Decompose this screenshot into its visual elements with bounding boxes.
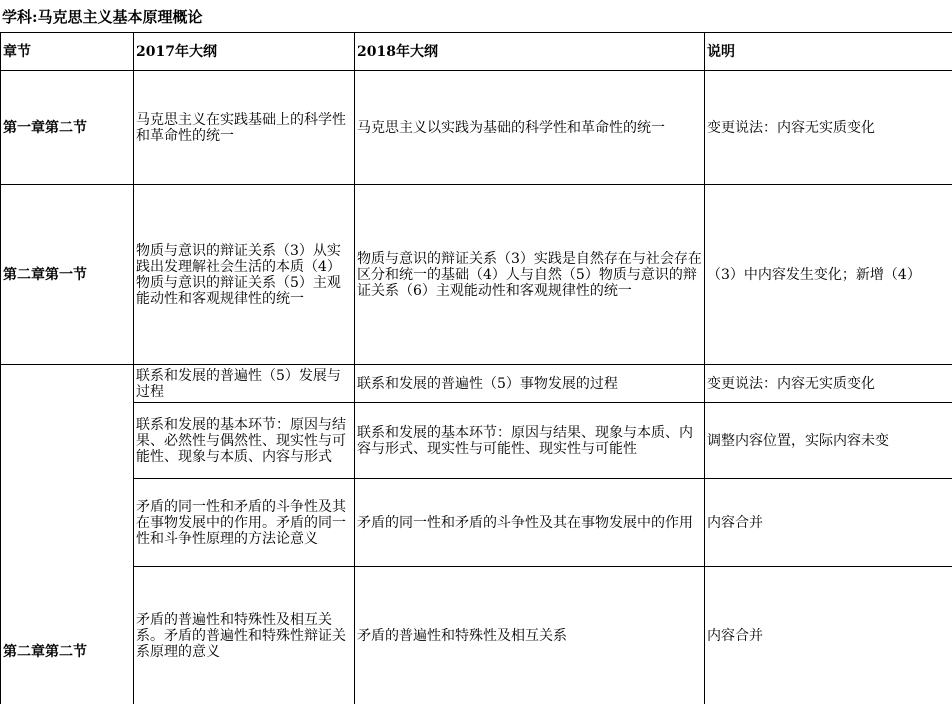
header-note: 说明 [705, 33, 952, 71]
syllabus-2018-cell: 物质与意识的辩证关系（3）实践是自然存在与社会存在区分和统一的基础（4）人与自然（5）物质与意识的辩证关系（6）主观能动性和客观规律性的统一 [355, 185, 705, 365]
note-cell: 调整内容位置，实际内容未变 [705, 403, 952, 479]
table-row [1, 479, 952, 567]
table-row [1, 71, 952, 185]
note-cell: 内容合并 [705, 567, 952, 704]
syllabus-2017-cell: 矛盾的普遍性和特殊性及相互关系。矛盾的普遍性和特殊性辩证关系原理的意义 [134, 567, 355, 704]
header-2017: 2017年大纲 [134, 33, 355, 71]
syllabus-2018-cell: 联系和发展的基本环节：原因与结果、现象与本质、内容与形式、现实性与可能性、现实性与可能性 [355, 403, 705, 479]
header-2018: 2018年大纲 [355, 33, 705, 71]
table-row [1, 185, 952, 365]
table-row [1, 365, 952, 403]
note-cell: （3）中内容发生变化；新增（4） [705, 185, 952, 365]
syllabus-2017-cell: 物质与意识的辩证关系（3）从实践出发理解社会生活的本质（4）物质与意识的辩证关系（5）主观能动性和客观规律性的统一 [134, 185, 355, 365]
syllabus-2018-cell: 矛盾的同一性和矛盾的斗争性及其在事物发展中的作用 [355, 479, 705, 567]
chapter-cell: 第二章第一节 [1, 185, 134, 365]
subject-title: 学科:马克思主义基本原理概论 [2, 8, 203, 26]
table-row [1, 567, 952, 704]
chapter-label: 第二章第二节 [3, 644, 87, 660]
table-header-row [1, 33, 952, 71]
chapter-cell [1, 365, 134, 704]
syllabus-2017-cell: 联系和发展的普遍性（5）发展与过程 [134, 365, 355, 403]
note-cell: 变更说法：内容无实质变化 [705, 71, 952, 185]
syllabus-2018-cell: 马克思主义以实践为基础的科学性和革命性的统一 [355, 71, 705, 185]
syllabus-2017-cell: 马克思主义在实践基础上的科学性和革命性的统一 [134, 71, 355, 185]
syllabus-comparison-table [0, 32, 952, 704]
syllabus-2018-cell: 矛盾的普遍性和特殊性及相互关系 [355, 567, 705, 704]
note-cell: 内容合并 [705, 479, 952, 567]
syllabus-2017-cell: 联系和发展的基本环节：原因与结果、必然性与偶然性、现实性与可能性、现象与本质、内容与形式 [134, 403, 355, 479]
table-row [1, 403, 952, 479]
note-cell: 变更说法：内容无实质变化 [705, 365, 952, 403]
header-chapter: 章节 [1, 33, 134, 71]
chapter-cell: 第一章第二节 [1, 71, 134, 185]
syllabus-2018-cell: 联系和发展的普遍性（5）事物发展的过程 [355, 365, 705, 403]
syllabus-2017-cell: 矛盾的同一性和矛盾的斗争性及其在事物发展中的作用。矛盾的同一性和斗争性原理的方法论意义 [134, 479, 355, 567]
